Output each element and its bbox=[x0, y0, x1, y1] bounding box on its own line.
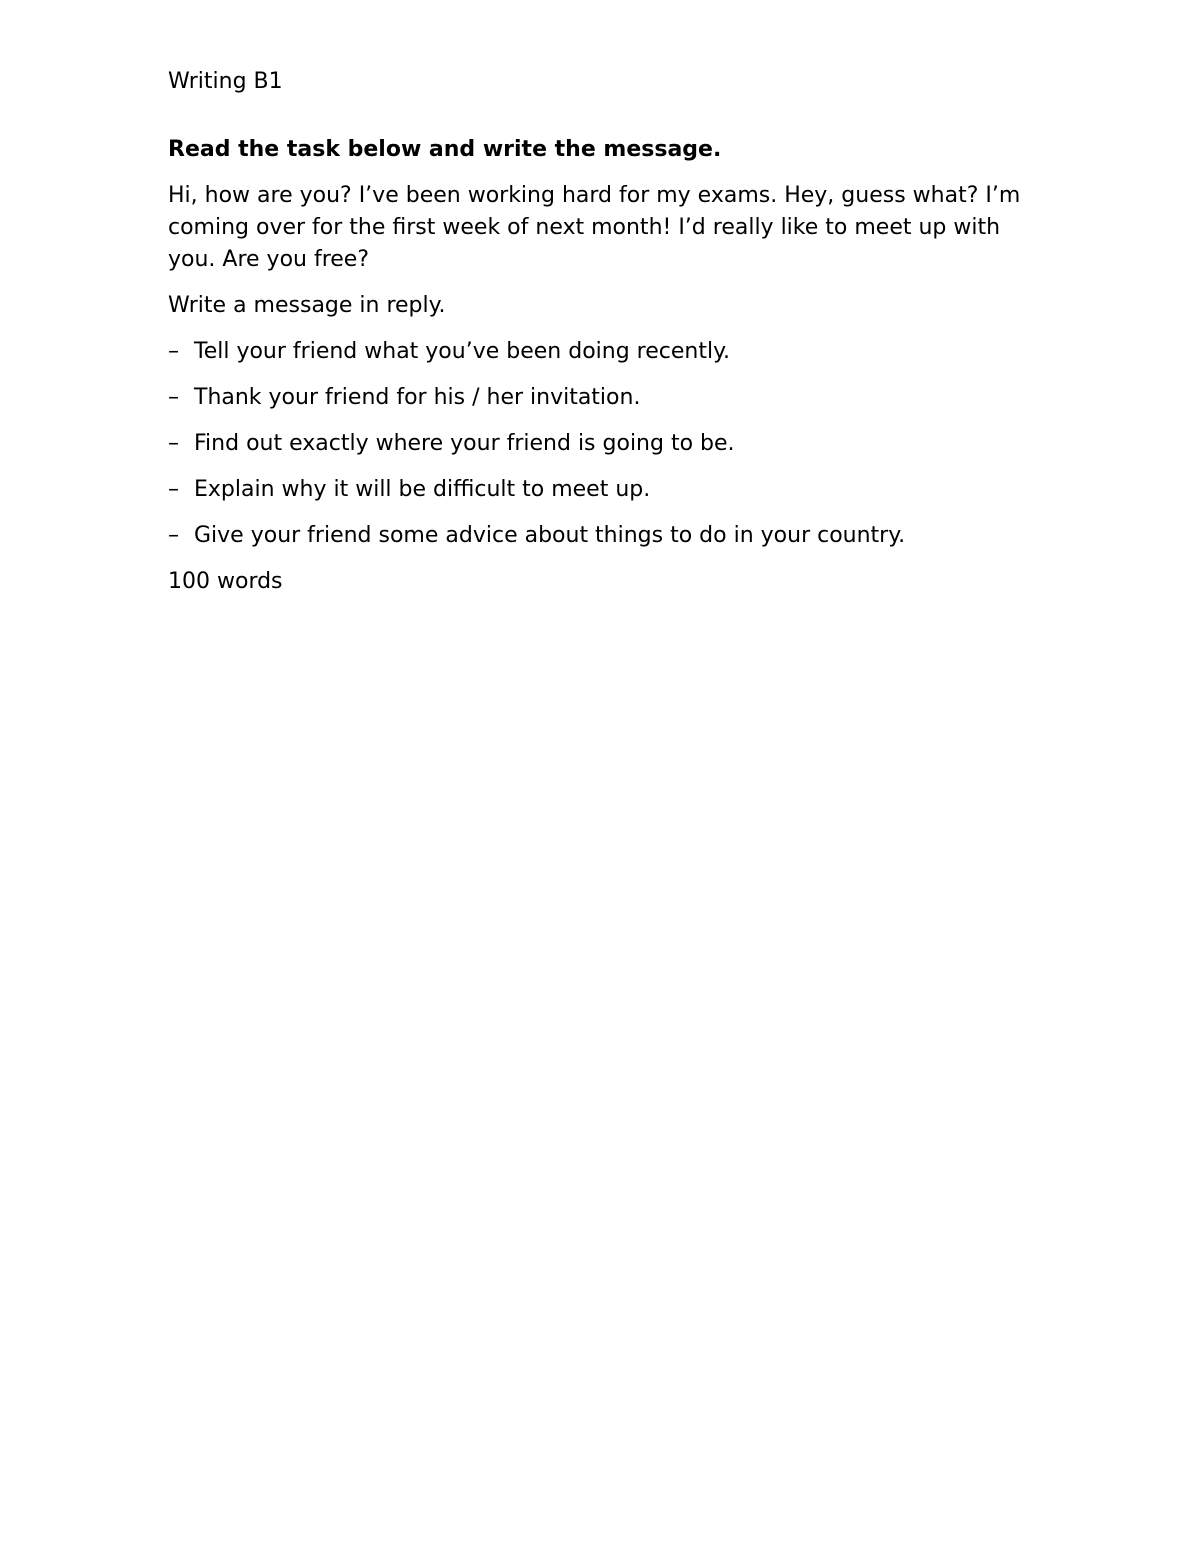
task-instruction-heading: Read the task below and write the message. bbox=[168, 137, 722, 162]
task-point bbox=[168, 474, 1048, 506]
dash-bullet: – bbox=[168, 523, 179, 548]
task-point bbox=[168, 336, 1048, 368]
task-point bbox=[168, 428, 1048, 460]
dash-bullet: – bbox=[168, 385, 179, 410]
task-point bbox=[168, 520, 1048, 552]
task-point-text: Thank your friend for his / her invitation. bbox=[194, 385, 641, 410]
task-points-list bbox=[168, 336, 1048, 552]
dash-bullet: – bbox=[168, 477, 179, 502]
task-point-text: Give your friend some advice about things to do in your country. bbox=[194, 523, 906, 548]
task-point-text: Explain why it will be difficult to meet up. bbox=[194, 477, 651, 502]
document-body bbox=[168, 66, 1048, 598]
dash-bullet: – bbox=[168, 431, 179, 456]
friend-message-text: Hi, how are you? I’ve been working hard for my exams. Hey, guess what? I’m coming over for the first week of next month! I’d really like to meet up with you. Are you free? bbox=[168, 183, 1021, 272]
document-title: Writing B1 bbox=[168, 69, 283, 94]
word-count: 100 words bbox=[168, 569, 283, 594]
reply-prompt: Write a message in reply. bbox=[168, 293, 446, 318]
dash-bullet: – bbox=[168, 339, 179, 364]
task-point bbox=[168, 382, 1048, 414]
task-point-text: Tell your friend what you’ve been doing recently. bbox=[194, 339, 730, 364]
task-point-text: Find out exactly where your friend is going to be. bbox=[194, 431, 735, 456]
